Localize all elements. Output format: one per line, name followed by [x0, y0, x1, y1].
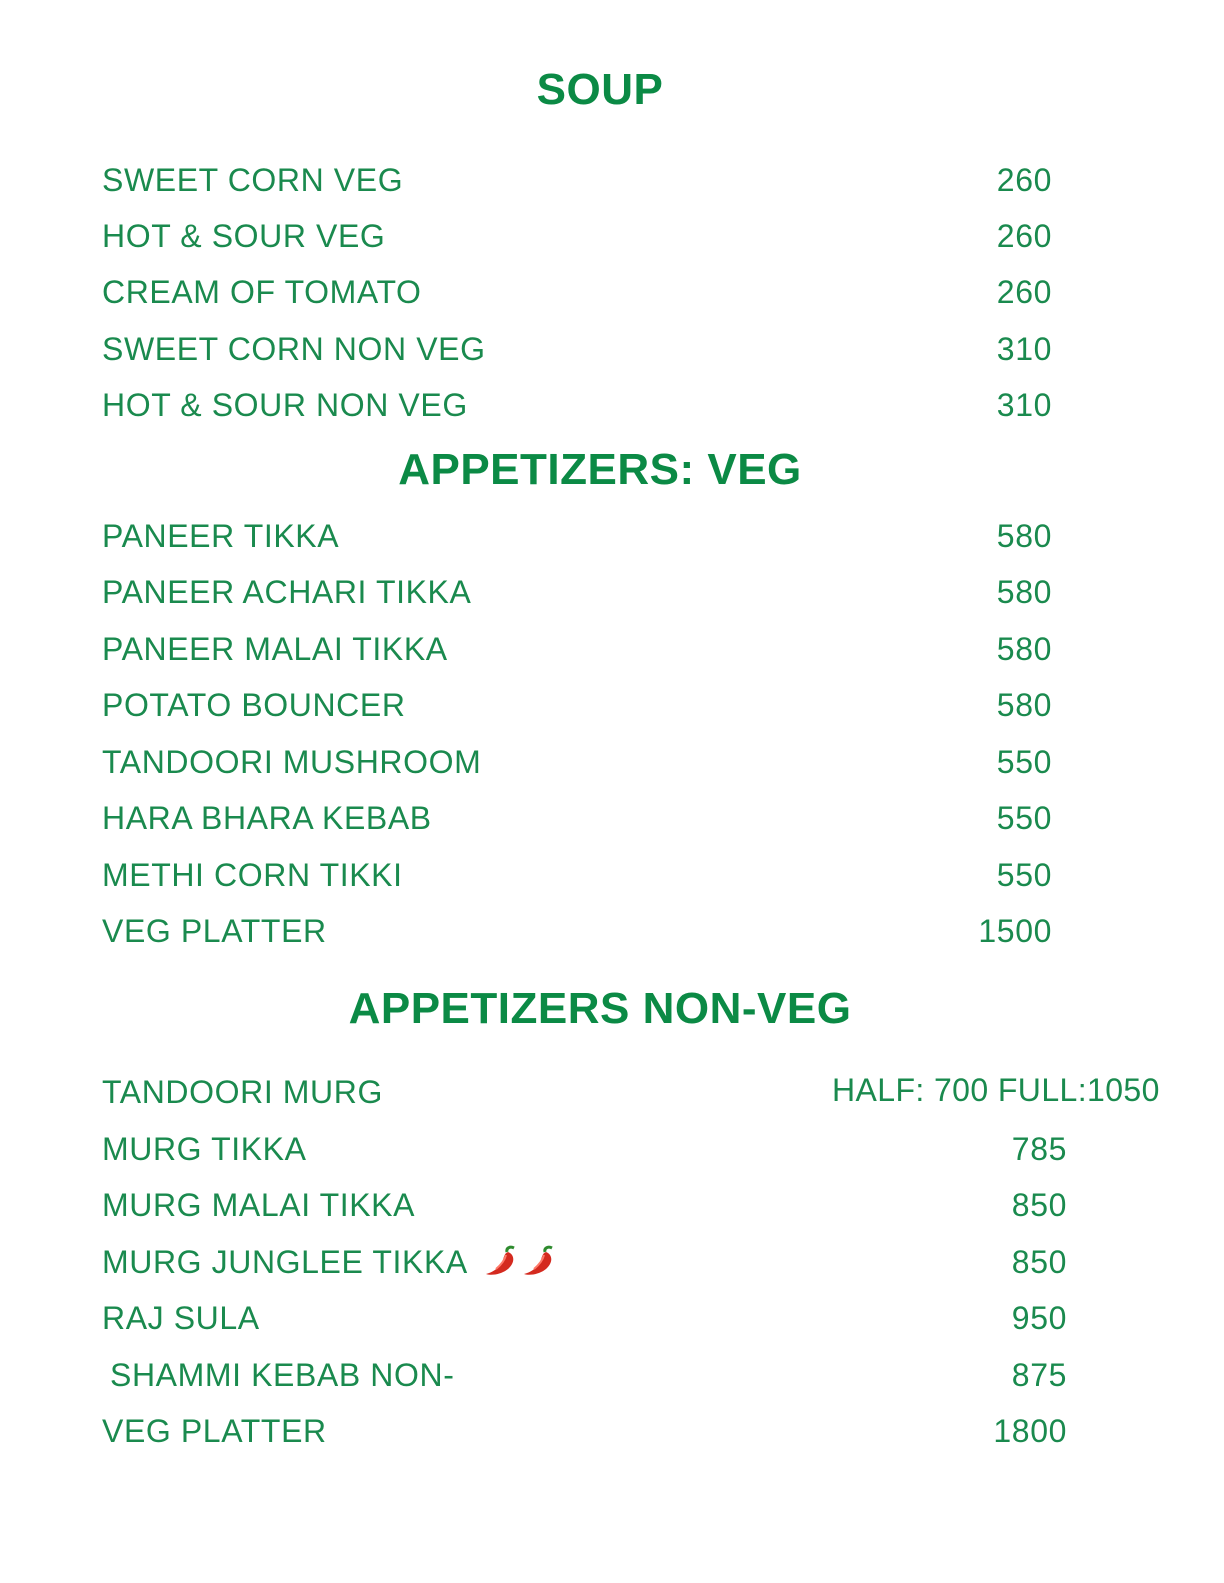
- item-price: 310: [996, 331, 1052, 367]
- menu-item: [102, 855, 1052, 895]
- section-title-appetizers-nonveg: APPETIZERS NON-VEG: [348, 984, 852, 1033]
- item-name: SWEET CORN VEG: [102, 162, 404, 198]
- item-name: POTATO BOUNCER: [102, 687, 406, 723]
- item-price: 580: [996, 687, 1052, 723]
- chili-pepper-icon: [484, 1242, 562, 1287]
- item-name: HOT & SOUR NON VEG: [102, 387, 468, 423]
- item-name: TANDOORI MURG: [102, 1074, 383, 1110]
- menu-item: [102, 798, 1052, 838]
- item-price: 580: [996, 518, 1052, 554]
- menu-item: [102, 629, 1052, 669]
- item-name: VEG PLATTER: [102, 913, 327, 949]
- item-price: 310: [996, 387, 1052, 423]
- menu-item: [102, 385, 1052, 425]
- item-name: TANDOORI MUSHROOM: [102, 744, 482, 780]
- item-name: HOT & SOUR VEG: [102, 218, 386, 254]
- menu-item: [102, 742, 1052, 782]
- item-price-half-full: HALF: 700 FULL:1050: [832, 1072, 1160, 1108]
- item-price: 875: [1011, 1357, 1067, 1393]
- item-price: 785: [1011, 1131, 1067, 1167]
- item-name: PANEER TIKKA: [102, 518, 340, 554]
- item-name: MURG JUNGLEE TIKKA: [102, 1244, 467, 1280]
- item-name: PANEER MALAI TIKKA: [102, 631, 448, 667]
- menu-item: [102, 1129, 1067, 1169]
- menu-item: [102, 911, 1052, 951]
- menu-item: [102, 1298, 1067, 1338]
- menu-item: [102, 329, 1052, 369]
- item-price: 550: [996, 857, 1052, 893]
- item-price: 850: [1011, 1244, 1067, 1280]
- item-price: 580: [996, 574, 1052, 610]
- item-name: VEG PLATTER: [102, 1413, 327, 1449]
- item-name-with-icon: [102, 1242, 562, 1287]
- section-title-soup: SOUP: [536, 65, 664, 114]
- item-name: MURG TIKKA: [102, 1131, 307, 1167]
- menu-item: [102, 685, 1052, 725]
- item-name: MURG MALAI TIKKA: [102, 1187, 416, 1223]
- section-title-appetizers-veg: APPETIZERS: VEG: [398, 445, 802, 494]
- menu-item: [102, 1355, 1067, 1395]
- item-name: PANEER ACHARI TIKKA: [102, 574, 472, 610]
- item-name: METHI CORN TIKKI: [102, 857, 403, 893]
- item-price: 1800: [993, 1413, 1067, 1449]
- item-name: RAJ SULA: [102, 1300, 260, 1336]
- item-price: 260: [996, 162, 1052, 198]
- item-name: CREAM OF TOMATO: [102, 274, 422, 310]
- menu-item: [102, 1185, 1067, 1225]
- item-name: SHAMMI KEBAB NON-: [110, 1357, 455, 1393]
- menu-item: [102, 1242, 1067, 1282]
- item-price: 260: [996, 274, 1052, 310]
- item-price: 550: [996, 744, 1052, 780]
- item-price: 260: [996, 218, 1052, 254]
- menu-item: [102, 216, 1052, 256]
- menu-item: [102, 160, 1052, 200]
- item-price: 950: [1011, 1300, 1067, 1336]
- menu-item: [102, 572, 1052, 612]
- item-price: 550: [996, 800, 1052, 836]
- menu-item: [102, 516, 1052, 556]
- item-name: SWEET CORN NON VEG: [102, 331, 486, 367]
- item-name: HARA BHARA KEBAB: [102, 800, 432, 836]
- item-price: 580: [996, 631, 1052, 667]
- item-price: 1500: [978, 913, 1052, 949]
- menu-item: [102, 1411, 1067, 1451]
- item-price: 850: [1011, 1187, 1067, 1223]
- menu-item: [102, 272, 1052, 312]
